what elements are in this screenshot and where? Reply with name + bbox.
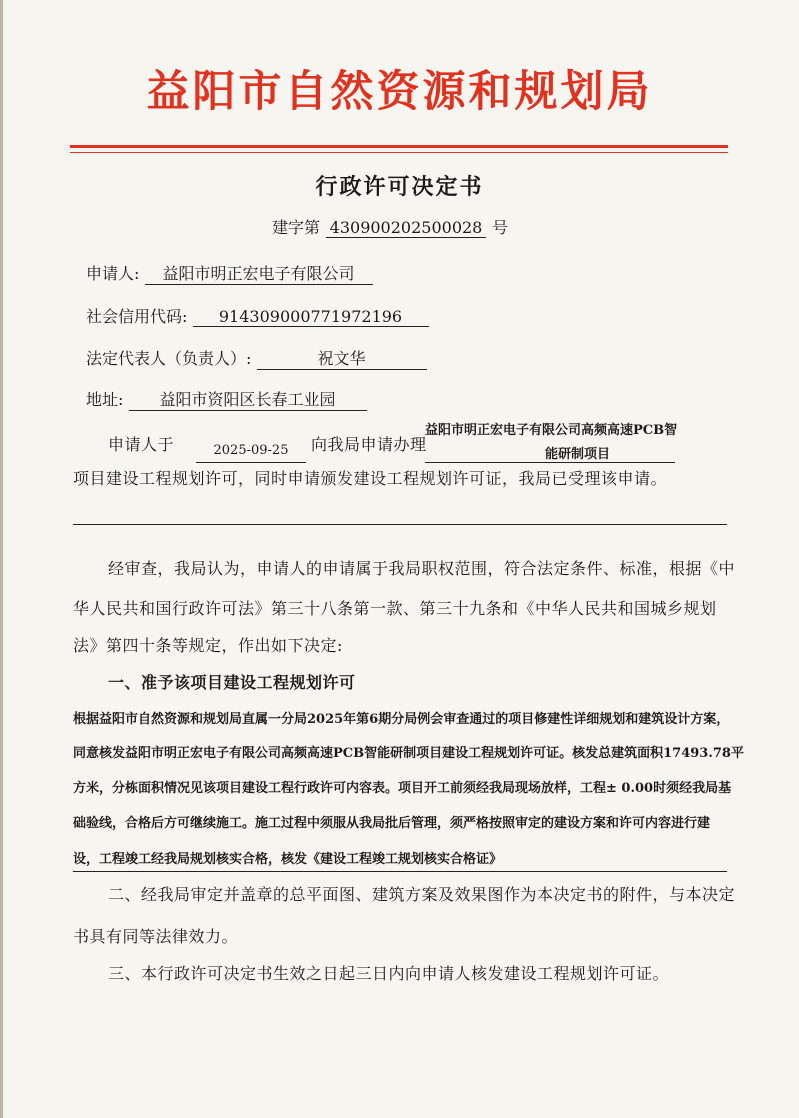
address-label: 地址: xyxy=(86,390,124,409)
application-text-2: 向我局申请办理 xyxy=(311,435,427,454)
decision-para1-line1: 经审查，我局认为，申请人的申请属于我局职权范围，符合法定条件、标准，根据《中 xyxy=(108,559,736,578)
item2-line2: 书具有同等法律效力。 xyxy=(73,927,239,946)
item1-heading: 一、准予该项目建设工程规划许可 xyxy=(108,673,356,692)
credit-code-label: 社会信用代码: xyxy=(86,307,188,326)
item2-line1: 二、经我局审定并盖章的总平面图、建筑方案及效果图作为本决定书的附件，与本决定 xyxy=(108,885,736,904)
header-rule-thick xyxy=(70,145,728,148)
header-rule-thin xyxy=(70,152,728,153)
applicant-value: 益阳市明正宏电子有限公司 xyxy=(145,261,373,285)
item3: 三、本行政许可决定书生效之日起三日内向申请人核发建设工程规划许可证。 xyxy=(108,964,670,983)
issuer-header: 益阳市自然资源和规划局 xyxy=(146,67,653,117)
legal-rep-label: 法定代表人（负责人）: xyxy=(86,349,252,368)
project-name-line-1: 益阳市明正宏电子有限公司高频高速PCB智 xyxy=(425,423,678,438)
application-text-3: 项目建设工程规划许可，同时申请颁发建设工程规划许可证，我局已受理该申请。 xyxy=(73,469,668,488)
item1-line4: 础验线，合格后方可继续施工。施工过程中须服从我局批后管理，须严格按照审定的建设方案和许可内容进行建 xyxy=(73,816,711,831)
project-name-line-2: 能研制项目 xyxy=(545,447,611,462)
item1-line2: 同意核发益阳市明正宏电子有限公司高频高速PCB智能研制项目建设工程规划许可证。核发总建筑面积17493.78平 xyxy=(73,746,744,761)
address-value: 益阳市资阳区长春工业园 xyxy=(129,387,367,411)
applicant-label: 申请人: xyxy=(86,264,140,283)
scan-edge xyxy=(0,0,3,1118)
address-row xyxy=(86,387,367,411)
doc-number-suffix: 号 xyxy=(492,218,509,237)
decision-para1-line2: 华人民共和国行政许可法》第三十八条第一款、第三十九条和《中华人民共和国城乡规划 xyxy=(73,599,717,618)
credit-code-row xyxy=(86,304,429,327)
decision-para1-line3: 法》第四十条等规定，作出如下决定: xyxy=(73,636,343,655)
document-number xyxy=(272,215,508,238)
item1-line3: 方米，分栋面积情况见该项目建设工程行政许可内容表。项目开工前须经我局现场放样，工程± 0.00时须经我局基 xyxy=(73,781,732,796)
legal-rep-row xyxy=(86,346,427,370)
applicant-row xyxy=(86,261,373,285)
application-date: 2025-09-25 xyxy=(213,443,289,458)
project-underline xyxy=(425,462,675,463)
item1-line1: 根据益阳市自然资源和规划局直属一分局2025年第6期分局例会审查通过的项目修建性详细规划和建筑设计方案， xyxy=(73,712,730,727)
date-underline xyxy=(196,462,306,463)
document-title: 行政许可决定书 xyxy=(315,174,484,200)
item1-line5: 设，工程竣工经我局规划核实合格，核发《建设工程竣工规划核实合格证》 xyxy=(73,852,503,867)
blank-line xyxy=(73,524,727,525)
legal-rep-value: 祝文华 xyxy=(257,346,427,370)
item1-underline xyxy=(73,871,727,872)
doc-number-prefix: 建字第 xyxy=(272,218,321,237)
credit-code-value: 914309000771972196 xyxy=(193,307,429,327)
doc-number-value: 430900202500028 xyxy=(326,218,486,238)
application-text-1: 申请人于 xyxy=(108,435,175,454)
